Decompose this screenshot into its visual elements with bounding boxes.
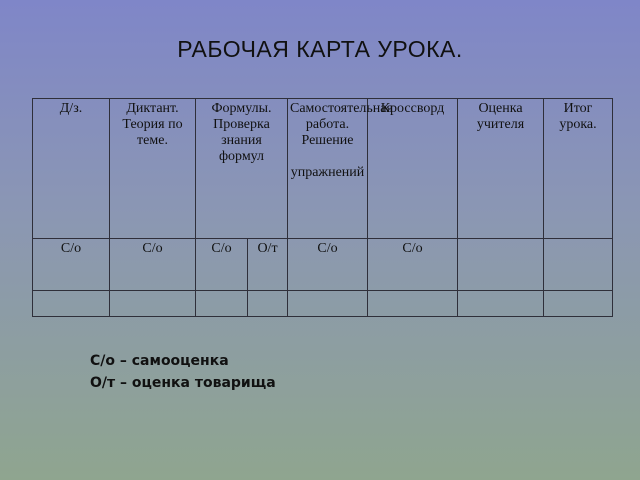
sub-lesson-total [544, 239, 613, 291]
header-formulas: Формулы. Проверка знания формул [196, 99, 288, 239]
sub-formulas-peer: О/т [248, 239, 288, 291]
grade-cell-crossword[interactable] [368, 291, 458, 317]
header-dictation: Диктант. Теория по теме. [110, 99, 196, 239]
header-teacher-grade: Оценка учителя [458, 99, 544, 239]
sub-crossword: С/о [368, 239, 458, 291]
page-title: РАБОЧАЯ КАРТА УРОКА. [177, 36, 463, 62]
grade-cell-teacher-grade[interactable] [458, 291, 544, 317]
header-homework: Д/з. [33, 99, 110, 239]
legend-peer-assessment: О/т – оценка товарища [90, 375, 276, 391]
sub-independent-work: С/о [288, 239, 368, 291]
legend-self-assessment: С/о – самооценка [90, 353, 229, 369]
grade-cell-homework[interactable] [33, 291, 110, 317]
lesson-work-card-table [32, 98, 613, 317]
grade-cell-formulas-peer[interactable] [248, 291, 288, 317]
sub-teacher-grade [458, 239, 544, 291]
grade-cell-dictation[interactable] [110, 291, 196, 317]
sub-dictation: С/о [110, 239, 196, 291]
header-crossword: Кроссворд [368, 99, 458, 239]
sub-homework: С/о [33, 239, 110, 291]
sub-formulas-self: С/о [196, 239, 248, 291]
legend [90, 350, 276, 394]
grade-cell-formulas-self[interactable] [196, 291, 248, 317]
grade-cell-lesson-total[interactable] [544, 291, 613, 317]
header-lesson-total: Итог урока. [544, 99, 613, 239]
header-independent-work: Самостоятельная работа. Решение упражнений [288, 99, 368, 239]
grade-cell-independent-work[interactable] [288, 291, 368, 317]
